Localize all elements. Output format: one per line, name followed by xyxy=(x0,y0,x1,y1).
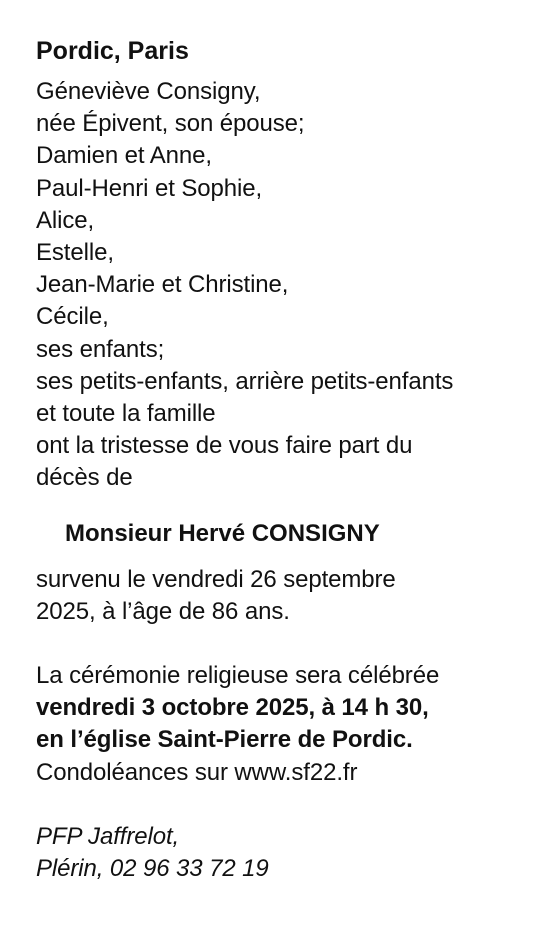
family-line: Alice, xyxy=(36,206,95,234)
family-line: Cécile, xyxy=(36,303,109,331)
family-line: décès de xyxy=(36,464,133,492)
family-line: née Épivent, son épouse; xyxy=(36,110,305,138)
condolences-line: Condoléances sur www.sf22.fr xyxy=(36,758,358,786)
funeral-home-contact: Plérin, 02 96 33 72 19 xyxy=(36,855,269,883)
family-line: et toute la famille xyxy=(36,400,216,428)
family-list xyxy=(36,76,546,495)
ceremony-date: vendredi 3 octobre 2025, à 14 h 30, xyxy=(36,694,429,722)
family-line: Jean-Marie et Christine, xyxy=(36,271,289,299)
family-line: Estelle, xyxy=(36,239,114,267)
family-line: ses enfants; xyxy=(36,335,165,363)
family-line: ses petits-enfants, arrière petits-enfants xyxy=(36,367,454,395)
death-details xyxy=(36,564,546,886)
family-line: Damien et Anne, xyxy=(36,142,212,170)
paragraph-spacer xyxy=(36,628,546,660)
funeral-home: PFP Jaffrelot, xyxy=(36,822,180,850)
paragraph-spacer xyxy=(36,789,546,821)
death-line: survenu le vendredi 26 septembre xyxy=(36,565,396,593)
ceremony-intro: La cérémonie religieuse sera célébrée xyxy=(36,662,440,690)
death-line: 2025, à l’âge de 86 ans. xyxy=(36,597,290,625)
family-line: ont la tristesse de vous faire part du xyxy=(36,432,413,460)
ceremony-place: en l’église Saint-Pierre de Pordic. xyxy=(36,726,413,754)
deceased-name: Monsieur Hervé CONSIGNY xyxy=(65,519,380,547)
notice-place: Pordic, Paris xyxy=(36,37,189,65)
obituary-notice xyxy=(36,36,546,885)
family-line: Géneviève Consigny, xyxy=(36,78,261,105)
family-line: Paul-Henri et Sophie, xyxy=(36,174,263,202)
